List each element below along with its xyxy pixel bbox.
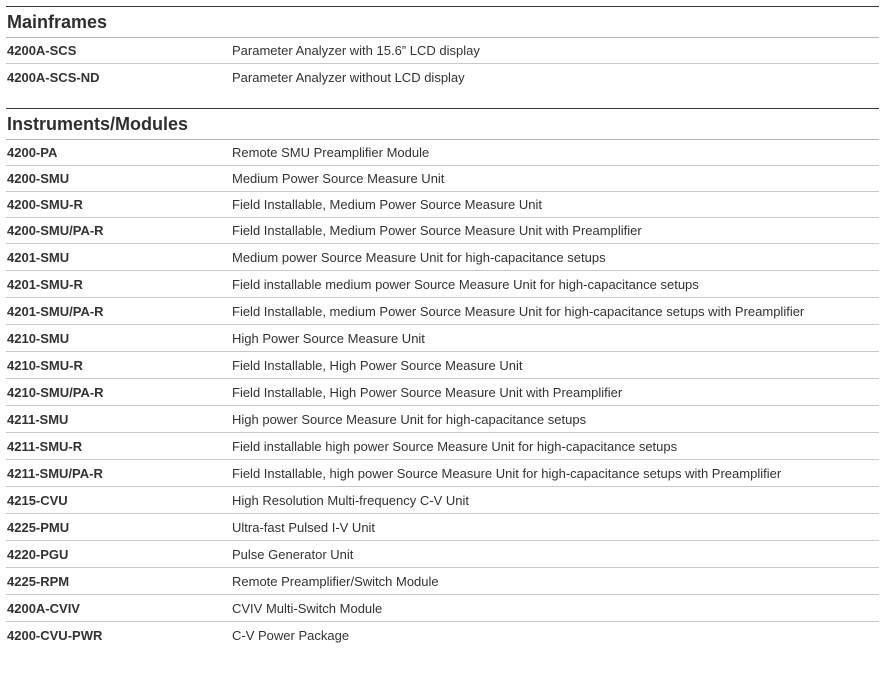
model-description: Field Installable, Medium Power Source Measure Unit with Preamplifier [232, 223, 642, 238]
model-code: 4200-SMU/PA-R [7, 223, 104, 238]
model-code: 4201-SMU/PA-R [7, 303, 104, 319]
model-description: CVIV Multi-Switch Module [232, 600, 383, 616]
model-description: High Resolution Multi-frequency C-V Unit [232, 492, 469, 508]
model-description: Field installable medium power Source Measure Unit for high-capacitance setups [232, 276, 699, 292]
section-title: Instruments/Modules [6, 109, 879, 140]
model-code: 4211-SMU [7, 411, 69, 427]
table-row [6, 38, 879, 64]
model-description: Medium Power Source Measure Unit [232, 171, 445, 186]
model-code: 4211-SMU/PA-R [7, 465, 103, 481]
section-mainframes [6, 6, 879, 90]
model-code: 4200-CVU-PWR [7, 628, 103, 643]
model-code: 4200A-SCS-ND [7, 69, 100, 85]
model-code: 4200-PA [7, 145, 58, 160]
model-code: 4200A-CVIV [7, 600, 80, 616]
model-description: High power Source Measure Unit for high-capacitance setups [232, 411, 587, 427]
model-code: 4200-SMU [7, 171, 70, 186]
product-table [6, 6, 879, 649]
table-row [6, 487, 879, 514]
model-code: 4200A-SCS [7, 43, 77, 58]
table-row [6, 379, 879, 406]
model-description: Field Installable, high power Source Measure Unit for high-capacitance setups with Preamplifier [232, 465, 782, 481]
section-title: Mainframes [6, 7, 879, 38]
table-row [6, 298, 879, 325]
model-description: Field installable high power Source Measure Unit for high-capacitance setups [232, 438, 678, 454]
table-row [6, 140, 879, 166]
model-code: 4200-SMU-R [7, 197, 83, 212]
model-code: 4215-CVU [7, 492, 68, 508]
table-row [6, 595, 879, 622]
model-code: 4225-RPM [7, 573, 70, 589]
model-description: Parameter Analyzer without LCD display [232, 69, 465, 85]
table-row [6, 568, 879, 595]
model-description: Parameter Analyzer with 15.6” LCD display [232, 43, 480, 58]
model-description: Medium power Source Measure Unit for high-capacitance setups [232, 249, 606, 265]
table-row [6, 514, 879, 541]
table-row [6, 622, 879, 649]
model-description: Field Installable, High Power Source Measure Unit [232, 357, 523, 373]
model-description: Field Installable, Medium Power Source Measure Unit [232, 197, 542, 212]
model-description: Remote SMU Preamplifier Module [232, 145, 430, 160]
model-code: 4201-SMU [7, 249, 70, 265]
model-description: High Power Source Measure Unit [232, 330, 425, 346]
table-row [6, 433, 879, 460]
model-code: 4210-SMU [7, 330, 70, 346]
table-row [6, 64, 879, 90]
section-instruments-modules [6, 108, 879, 649]
model-code: 4225-PMU [7, 519, 70, 535]
table-row [6, 218, 879, 244]
model-description: Field Installable, High Power Source Measure Unit with Preamplifier [232, 384, 623, 400]
table-row [6, 325, 879, 352]
model-description: Remote Preamplifier/Switch Module [232, 573, 439, 589]
model-code: 4201-SMU-R [7, 276, 83, 292]
model-description: Pulse Generator Unit [232, 546, 354, 562]
model-description: Ultra-fast Pulsed I-V Unit [232, 519, 376, 535]
table-row [6, 406, 879, 433]
table-row [6, 541, 879, 568]
table-row [6, 352, 879, 379]
model-description: C-V Power Package [232, 628, 350, 643]
table-row [6, 271, 879, 298]
table-row [6, 244, 879, 271]
model-code: 4210-SMU-R [7, 357, 83, 373]
table-row [6, 166, 879, 192]
model-description: Field Installable, medium Power Source Measure Unit for high-capacitance setups with Preamplifier [232, 303, 805, 319]
model-code: 4211-SMU-R [7, 438, 83, 454]
table-row [6, 460, 879, 487]
model-code: 4210-SMU/PA-R [7, 384, 104, 400]
table-row [6, 192, 879, 218]
model-code: 4220-PGU [7, 546, 69, 562]
